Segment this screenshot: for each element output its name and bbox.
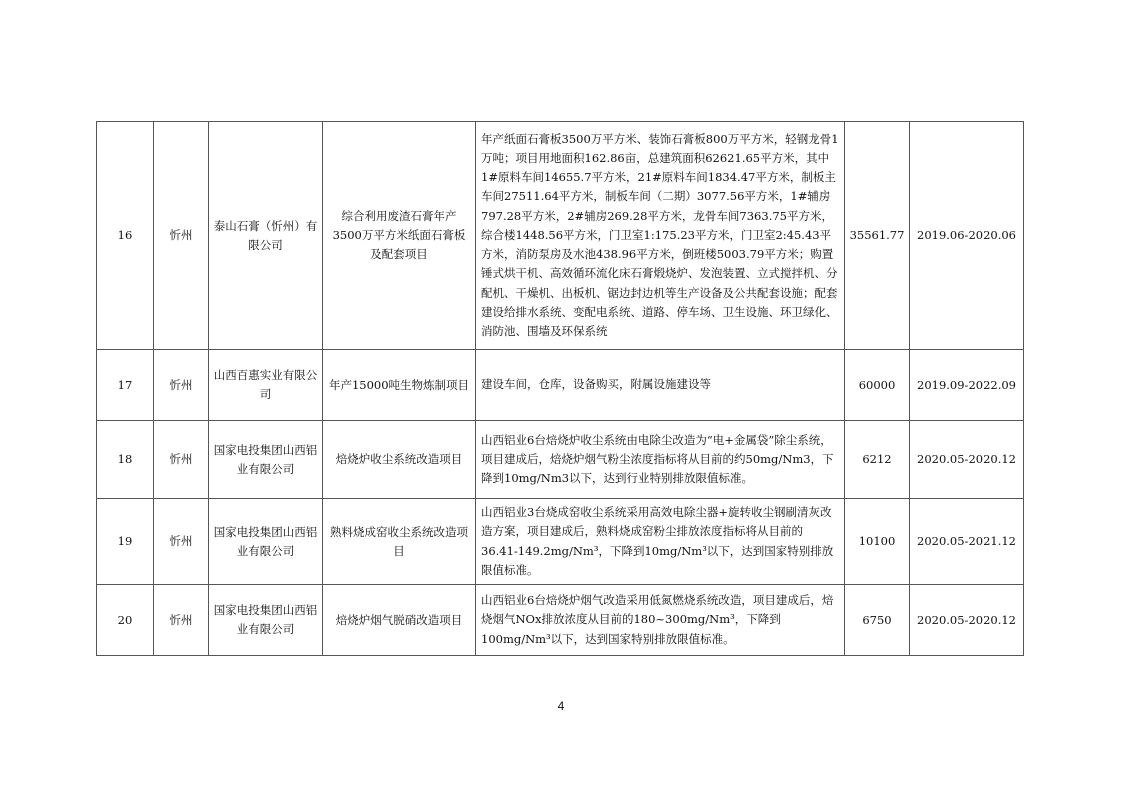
project-name-cell: 熟料烧成窑收尘系统改造项目: [323, 499, 476, 585]
project-name-cell: 年产15000吨生物炼制项目: [323, 350, 476, 421]
row-number: 20: [97, 585, 154, 656]
project-table: [96, 121, 1024, 656]
period-cell: 2019.09-2022.09: [910, 350, 1024, 421]
investment-cell: 35561.77: [845, 122, 910, 350]
table-body: [97, 122, 1024, 656]
table-row: [97, 499, 1024, 585]
city-cell: 忻州: [154, 350, 209, 421]
investment-cell: 6750: [845, 585, 910, 656]
construction-content-cell: 山西铝业6台焙烧炉烟气改造采用低氮燃烧系统改造，项目建成后，焙烧烟气NOx排放浓度从目前的180~300mg/Nm³，下降到100mg/Nm³以下，达到国家特别排放限值标准。: [476, 585, 845, 656]
row-number: 16: [97, 122, 154, 350]
company-cell: 国家电投集团山西铝业有限公司: [209, 499, 323, 585]
page-number: 4: [557, 699, 565, 713]
period-cell: 2019.06-2020.06: [910, 122, 1024, 350]
investment-cell: 6212: [845, 421, 910, 499]
city-cell: 忻州: [154, 585, 209, 656]
construction-content-cell: 建设车间，仓库，设备购买，附属设施建设等: [476, 350, 845, 421]
project-name-cell: 综合利用废渣石膏年产3500万平方米纸面石膏板及配套项目: [323, 122, 476, 350]
row-number: 19: [97, 499, 154, 585]
investment-cell: 10100: [845, 499, 910, 585]
table-row: [97, 350, 1024, 421]
period-cell: 2020.05-2020.12: [910, 585, 1024, 656]
city-cell: 忻州: [154, 122, 209, 350]
row-number: 17: [97, 350, 154, 421]
construction-content-cell: 山西铝业3台烧成窑收尘系统采用高效电除尘器+旋转收尘钢刷清灰改造方案，项目建成后，熟料烧成窑粉尘排放浓度指标将从目前的36.41-149.2mg/Nm³，下降到10mg/Nm³以下，达到国家特别排放限值标准。: [476, 499, 845, 585]
table-row: [97, 421, 1024, 499]
company-cell: 泰山石膏（忻州）有限公司: [209, 122, 323, 350]
city-cell: 忻州: [154, 499, 209, 585]
company-cell: 国家电投集团山西铝业有限公司: [209, 421, 323, 499]
construction-content-cell: 年产纸面石膏板3500万平方米、装饰石膏板800万平方米，轻钢龙骨1万吨；项目用地面积162.86亩，总建筑面积62621.65平方米，其中1#原料车间14655.7平方米，21#原料车间1834.47平方米，制板主车间27511.64平方米，制板车间（二期）3077.56平方米，1#辅房797.28平方米，2#辅房269.28平方米，龙骨车间7363.75平方米，综合楼1448.56平方米，门卫室1:175.23平方米，门卫室2:45.43平方米，消防泵房及水池438.96平方米，倒班楼5003.79平方米；购置锤式烘干机、高效循环流化床石膏煅烧炉、发泡装置、立式搅拌机、分配机、干燥机、出板机、锯边封边机等生产设备及公共配套设施；配套建设给排水系统、变配电系统、道路、停车场、卫生设施、环卫绿化、消防池、围墙及环保系统: [476, 122, 845, 350]
construction-content-cell: 山西铝业6台焙烧炉收尘系统由电除尘改造为“电+金属袋”除尘系统，项目建成后，焙烧炉烟气粉尘浓度指标将从目前的约50mg/Nm3，下降到10mg/Nm3以下，达到行业特别排放限值标准。: [476, 421, 845, 499]
table-row: [97, 122, 1024, 350]
period-cell: 2020.05-2020.12: [910, 421, 1024, 499]
company-cell: 山西百惠实业有限公司: [209, 350, 323, 421]
project-name-cell: 焙烧炉收尘系统改造项目: [323, 421, 476, 499]
row-number: 18: [97, 421, 154, 499]
period-cell: 2020.05-2021.12: [910, 499, 1024, 585]
table-row: [97, 585, 1024, 656]
investment-cell: 60000: [845, 350, 910, 421]
company-cell: 国家电投集团山西铝业有限公司: [209, 585, 323, 656]
project-name-cell: 焙烧炉烟气脱硝改造项目: [323, 585, 476, 656]
city-cell: 忻州: [154, 421, 209, 499]
